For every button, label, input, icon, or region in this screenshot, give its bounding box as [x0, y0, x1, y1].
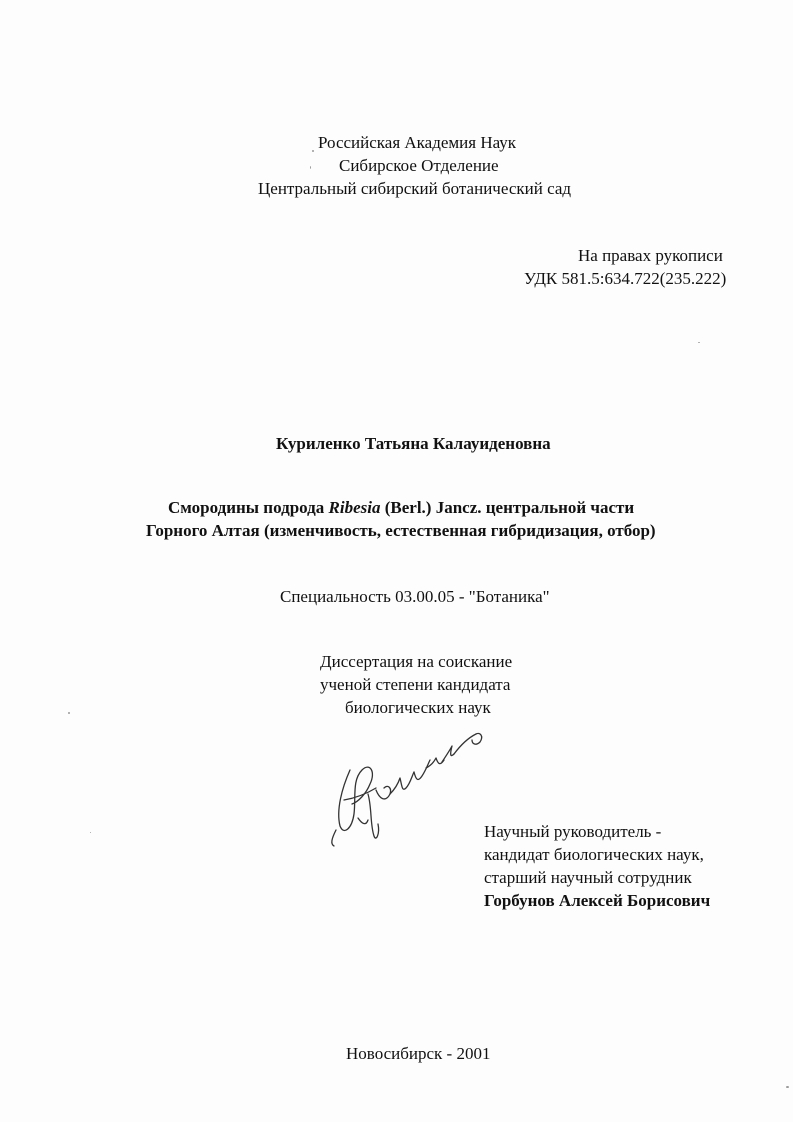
- scan-speck: [68, 712, 70, 714]
- udc-code: УДК 581.5:634.722(235.222): [524, 269, 727, 288]
- author-name: Куриленко Татьяна Калауиденовна: [276, 434, 551, 453]
- thesis-title-genus: Ribesia: [328, 498, 381, 517]
- dissertation-line2: ученой степени кандидата: [320, 675, 511, 694]
- scan-speck: [786, 1086, 789, 1088]
- dissertation-line1: Диссертация на соискание: [320, 652, 513, 671]
- thesis-title-line1-start: Смородины подрода: [168, 498, 329, 517]
- scan-speck: [312, 150, 314, 152]
- scan-speck: [310, 166, 311, 169]
- scan-speck: [698, 342, 700, 343]
- thesis-title-line1-end: (Berl.) Jancz. центральной части: [380, 498, 635, 517]
- city-year: Новосибирск - 2001: [346, 1044, 491, 1063]
- header-garden: Центральный сибирский ботанический сад: [258, 179, 572, 198]
- manuscript-rights: На правах рукописи: [578, 246, 723, 265]
- thesis-title-line2: Горного Алтая (изменчивость, естественная гибридизация, отбор): [146, 521, 656, 540]
- supervisor-name: Горбунов Алексей Борисович: [484, 891, 711, 910]
- dissertation-line3: биологических наук: [345, 698, 491, 717]
- scan-speck: [90, 832, 91, 833]
- header-branch: Сибирское Отделение: [339, 156, 499, 175]
- supervisor-position: старший научный сотрудник: [484, 868, 692, 887]
- supervisor-role: Научный руководитель -: [484, 822, 662, 841]
- thesis-title-line1: [168, 497, 634, 519]
- specialty: Специальность 03.00.05 - "Ботаника": [280, 587, 550, 606]
- supervisor-degree: кандидат биологических наук,: [484, 845, 704, 864]
- author-signature: [322, 728, 502, 848]
- header-academy: Российская Академия Наук: [318, 133, 517, 152]
